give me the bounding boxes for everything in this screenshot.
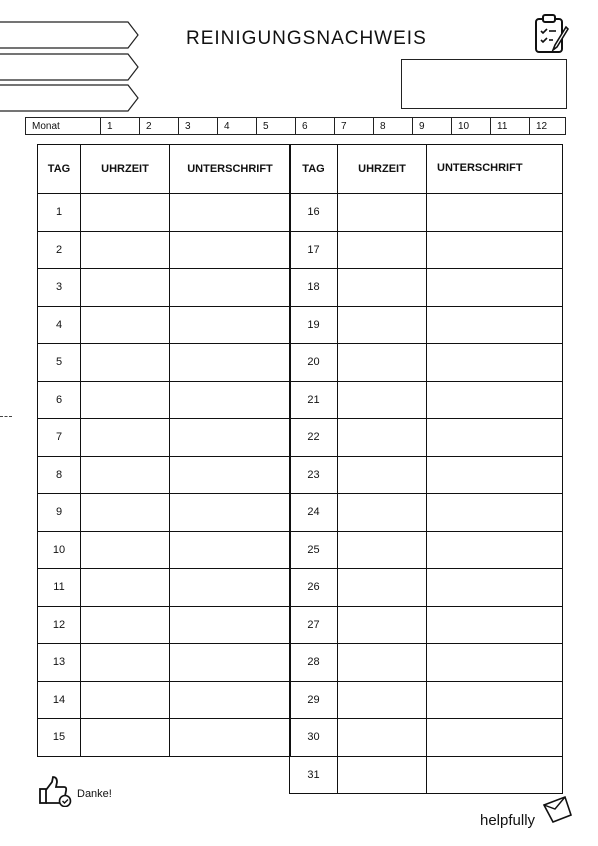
signature-cell[interactable] [170,419,291,457]
table-row [38,606,291,644]
fold-mark [0,416,12,417]
signature-cell[interactable] [170,644,291,682]
month-cell[interactable]: 11 [491,118,530,134]
day-number: 12 [38,606,81,644]
signature-cell[interactable] [427,381,563,419]
time-cell[interactable] [81,569,170,607]
signature-cell[interactable] [170,344,291,382]
column-header-unterschrift: UNTERSCHRIFT [427,145,563,194]
label-field-2[interactable] [0,53,140,81]
signature-cell[interactable] [170,194,291,232]
day-number: 16 [290,194,338,232]
signature-cell[interactable] [170,569,291,607]
signature-cell[interactable] [170,269,291,307]
time-cell[interactable] [338,756,427,794]
time-cell[interactable] [338,381,427,419]
thanks-text: Danke! [77,788,112,800]
time-cell[interactable] [81,494,170,532]
signature-cell[interactable] [427,231,563,269]
signature-cell[interactable] [170,381,291,419]
month-cell[interactable]: 8 [374,118,413,134]
day-number: 10 [38,531,81,569]
time-cell[interactable] [338,681,427,719]
day-number: 13 [38,644,81,682]
month-cell[interactable]: 2 [140,118,179,134]
month-cell[interactable]: 10 [452,118,491,134]
time-cell[interactable] [338,606,427,644]
day-number: 27 [290,606,338,644]
table-row [290,756,563,794]
month-bar [25,117,566,135]
table-row [290,194,563,232]
day-number: 9 [38,494,81,532]
table-row [290,456,563,494]
day-number: 6 [38,381,81,419]
month-cell[interactable]: 9 [413,118,452,134]
table-row [38,681,291,719]
time-cell[interactable] [338,569,427,607]
column-header-tag: TAG [290,145,338,194]
column-header-tag: TAG [38,145,81,194]
day-number: 20 [290,344,338,382]
signature-cell[interactable] [170,531,291,569]
day-number: 5 [38,344,81,382]
day-number: 23 [290,456,338,494]
signature-cell[interactable] [427,756,563,794]
day-number: 24 [290,494,338,532]
signature-cell[interactable] [170,681,291,719]
day-number: 18 [290,269,338,307]
table-row [290,231,563,269]
brand-logo-text: helpfully [480,812,536,829]
signature-cell[interactable] [427,569,563,607]
signature-cell[interactable] [427,644,563,682]
table-row [290,306,563,344]
signature-cell[interactable] [170,456,291,494]
table-row [38,344,291,382]
day-number: 15 [38,719,81,757]
day-number: 11 [38,569,81,607]
signature-cell[interactable] [427,269,563,307]
month-cell[interactable]: 1 [101,118,140,134]
day-number: 3 [38,269,81,307]
signature-cell[interactable] [170,306,291,344]
day-number: 1 [38,194,81,232]
day-number: 21 [290,381,338,419]
time-cell[interactable] [338,719,427,757]
table-row [38,494,291,532]
month-label: Monat [26,118,101,134]
signature-cell[interactable] [427,494,563,532]
day-number: 17 [290,231,338,269]
column-header-uhrzeit: UHRZEIT [338,145,427,194]
month-cell[interactable]: 5 [257,118,296,134]
day-number: 4 [38,306,81,344]
day-number: 7 [38,419,81,457]
table-row [290,606,563,644]
signature-cell[interactable] [427,606,563,644]
time-cell[interactable] [338,231,427,269]
page-title: REINIGUNGSNACHWEIS [186,28,427,49]
column-header-unterschrift: UNTERSCHRIFT [170,145,291,194]
month-cell[interactable]: 3 [179,118,218,134]
signature-cell[interactable] [170,719,291,757]
time-cell[interactable] [81,531,170,569]
time-cell[interactable] [81,344,170,382]
table-row [290,344,563,382]
time-cell[interactable] [338,419,427,457]
table-row [38,644,291,682]
table-row [290,531,563,569]
day-number: 25 [290,531,338,569]
time-cell[interactable] [338,269,427,307]
label-field-3[interactable] [0,84,140,112]
cleaning-table-right [289,144,563,794]
time-cell[interactable] [338,494,427,532]
label-field-1[interactable] [0,21,140,49]
signature-cell[interactable] [427,306,563,344]
signature-cell[interactable] [427,456,563,494]
signature-cell[interactable] [170,606,291,644]
table-row [290,269,563,307]
table-row [290,381,563,419]
time-cell[interactable] [338,194,427,232]
table-row [290,719,563,757]
time-cell[interactable] [81,194,170,232]
table-row [290,681,563,719]
time-cell[interactable] [81,719,170,757]
signature-cell[interactable] [170,231,291,269]
signature-cell[interactable] [427,531,563,569]
table-row [38,531,291,569]
day-number: 30 [290,719,338,757]
table-row [290,494,563,532]
time-cell[interactable] [81,306,170,344]
cleaning-table-left [37,144,291,757]
day-number: 22 [290,419,338,457]
table-row [38,419,291,457]
table-row [38,231,291,269]
time-cell[interactable] [81,419,170,457]
month-cell[interactable]: 6 [296,118,335,134]
table-row [38,306,291,344]
clipboard-pen-icon [533,13,569,55]
time-cell[interactable] [338,644,427,682]
day-number: 2 [38,231,81,269]
day-number: 31 [290,756,338,794]
table-row [38,719,291,757]
month-cell[interactable]: 4 [218,118,257,134]
table-row [38,269,291,307]
month-cell[interactable]: 12 [536,120,548,132]
thumbs-up-check-icon [38,775,72,807]
day-number: 14 [38,681,81,719]
time-cell[interactable] [81,269,170,307]
day-number: 19 [290,306,338,344]
time-cell[interactable] [81,231,170,269]
day-number: 26 [290,569,338,607]
day-number: 8 [38,456,81,494]
table-row [290,419,563,457]
signature-cell[interactable] [427,344,563,382]
time-cell[interactable] [338,531,427,569]
time-cell[interactable] [81,381,170,419]
time-cell[interactable] [338,306,427,344]
day-number: 29 [290,681,338,719]
table-row [38,194,291,232]
info-box[interactable] [401,59,567,109]
signature-cell[interactable] [427,681,563,719]
signature-cell[interactable] [427,194,563,232]
time-cell[interactable] [81,456,170,494]
table-row [290,569,563,607]
column-header-uhrzeit: UHRZEIT [81,145,170,194]
table-row [38,381,291,419]
month-cell[interactable]: 7 [335,118,374,134]
signature-cell[interactable] [427,419,563,457]
signature-cell[interactable] [427,719,563,757]
time-cell[interactable] [338,344,427,382]
signature-cell[interactable] [170,494,291,532]
paper-plane-icon [541,795,573,825]
time-cell[interactable] [81,606,170,644]
time-cell[interactable] [81,644,170,682]
table-row [38,456,291,494]
table-row [290,644,563,682]
table-row [38,569,291,607]
day-number: 28 [290,644,338,682]
time-cell[interactable] [81,681,170,719]
time-cell[interactable] [338,456,427,494]
